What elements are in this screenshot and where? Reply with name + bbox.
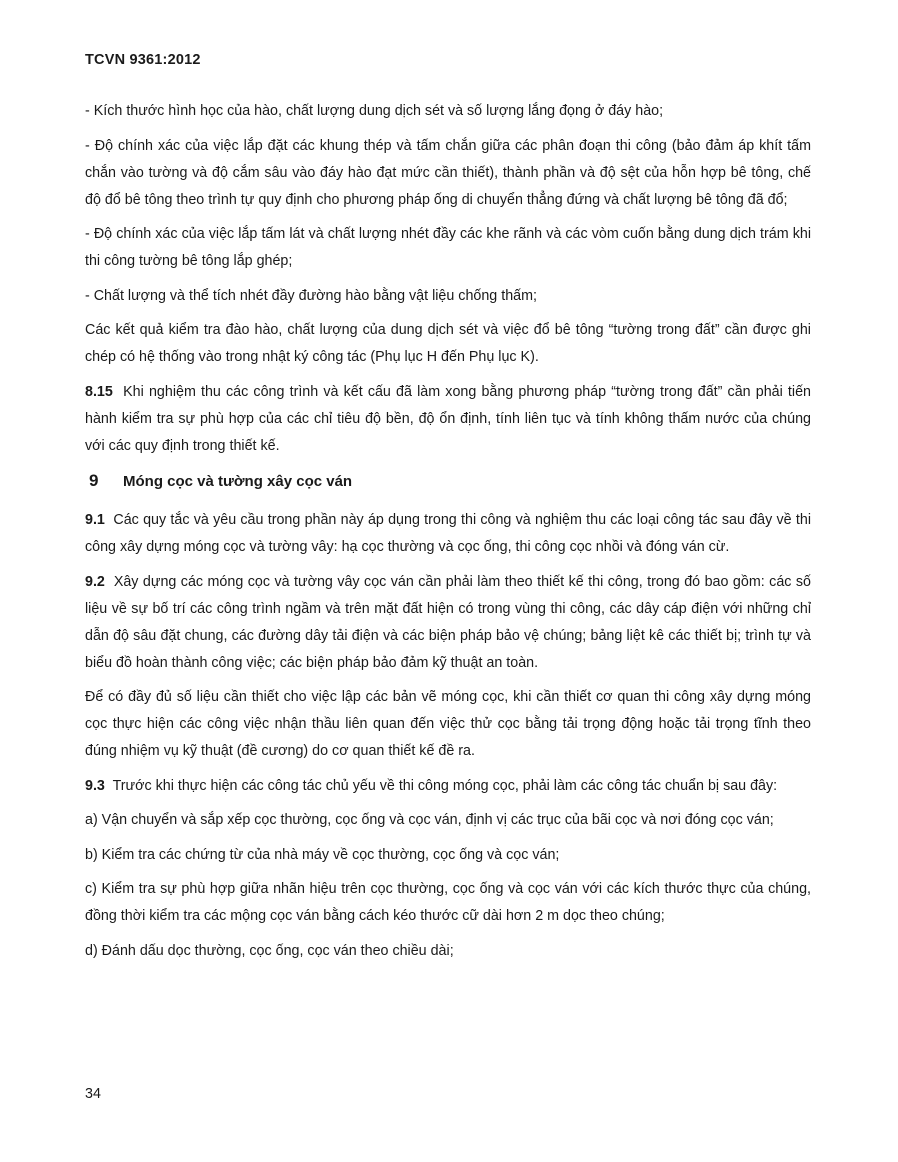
clause-number: 8.15: [85, 383, 113, 400]
clause-number: 9.3: [85, 777, 105, 794]
list-item-a: a) Vận chuyển và sắp xếp cọc thường, cọc ống và cọc ván, định vị các trục của bãi cọc và nơi đóng cọc ván;: [85, 812, 774, 828]
paragraph-waterproof-fill: - Chất lượng và thể tích nhét đầy đường hào bằng vật liệu chống thấm;: [85, 287, 537, 304]
document-code-header: TCVN 9361:2012: [85, 52, 201, 68]
paragraph-pile-testing: Để có đầy đủ số liệu cần thiết cho việc lập các bản vẽ móng cọc, khi cần thiết cơ quan thi công xây dựng móng cọc thực hiện các công việc nhận thầu liên quan đến việc thử cọc bằng tải trọng động hoặc tải trọng tĩnh theo đúng nhiệm vụ kỹ thuật (đề cương) do cơ quan thiết kế đề ra.: [85, 689, 811, 759]
section-heading-9: [85, 467, 811, 495]
paragraph-inspection-records: Các kết quả kiểm tra đào hào, chất lượng của dung dịch sét và việc đổ bê tông “tường trong đất” cần được ghi chép có hệ thống vào trong nhật ký công tác (Phụ lục H đến Phụ lục K).: [85, 322, 811, 365]
list-item-c: c) Kiểm tra sự phù hợp giữa nhãn hiệu trên cọc thường, cọc ống và cọc ván với các kích thước thực của chúng, đồng thời kiểm tra các mộng cọc ván bằng cách kéo thước cữ dài hơn 2 m dọc theo chúng;: [85, 881, 811, 924]
section-number: 9: [89, 471, 99, 490]
clause-9-2: [85, 569, 811, 677]
clause-text: Xây dựng các móng cọc và tường vây cọc ván cần phải làm theo thiết kế thi công, trong đó bao gồm: các số liệu về sự bố trí các công trình ngầm và trên mặt đất hiện có trong vùng thi công, các dây cáp điện với những chỉ dẫn độ sâu đặt chung, các đường dây tải điện và các biện pháp bảo vệ chúng; bảng liệt kê các thiết bị; trình tự và biểu đồ hoàn thành công việc; các biện pháp bảo đảm kỹ thuật an toàn.: [85, 573, 811, 671]
list-item-d: d) Đánh dấu dọc thường, cọc ống, cọc ván theo chiều dài;: [85, 942, 454, 959]
clause-number: 9.1: [85, 512, 105, 528]
clause-text: Các quy tắc và yêu cầu trong phần này áp dụng trong thi công và nghiệm thu các loại công tác sau đây về thi công xây dựng móng cọc và tường vây: hạ cọc thường và cọc ống, thi công cọc nhồi và đóng ván cừ.: [85, 512, 811, 555]
clause-9-1: [85, 507, 811, 561]
document-body: [85, 98, 811, 972]
clause-8-15: [85, 379, 811, 460]
paragraph-steel-frame-accuracy: - Độ chính xác của việc lắp đặt các khung thép và tấm chắn giữa các phân đoạn thi công (bảo đảm áp khít tấm chắn vào tường và độ cắm sâu vào đáy hào đạt mức cần thiết), thành phần và độ sệt của hỗn hợp bê tông, chế độ đổ bê tông theo trình tự quy định cho phương pháp ống di chuyển thẳng đứng và chất lượng bê tông đã đổ;: [85, 137, 811, 208]
clause-text: Trước khi thực hiện các công tác chủ yếu về thi công móng cọc, phải làm các công tác chuẩn bị sau đây:: [112, 777, 778, 794]
paragraph-slab-accuracy: - Độ chính xác của việc lắp tấm lát và chất lượng nhét đầy các khe rãnh và các vòm cuốn bằng dung dịch trám khi thi công tường bê tông lắp ghép;: [85, 226, 811, 269]
paragraph-trench-geometry: - Kích thước hình học của hào, chất lượng dung dịch sét và số lượng lắng đọng ở đáy hào;: [85, 103, 664, 119]
clause-9-3: [85, 773, 811, 800]
list-item-b: b) Kiểm tra các chứng từ của nhà máy về cọc thường, cọc ống và cọc ván;: [85, 846, 560, 863]
clause-number: 9.2: [85, 573, 105, 590]
page-number: 34: [85, 1086, 101, 1102]
section-title: Móng cọc và tường xây cọc ván: [123, 473, 353, 490]
clause-text: Khi nghiệm thu các công trình và kết cấu đã làm xong bằng phương pháp “tường trong đất” cần phải tiến hành kiểm tra sự phù hợp của các chỉ tiêu độ bền, độ ổn định, tính liên tục và tính không thấm nước của chúng với các quy định trong thiết kế.: [85, 383, 811, 454]
